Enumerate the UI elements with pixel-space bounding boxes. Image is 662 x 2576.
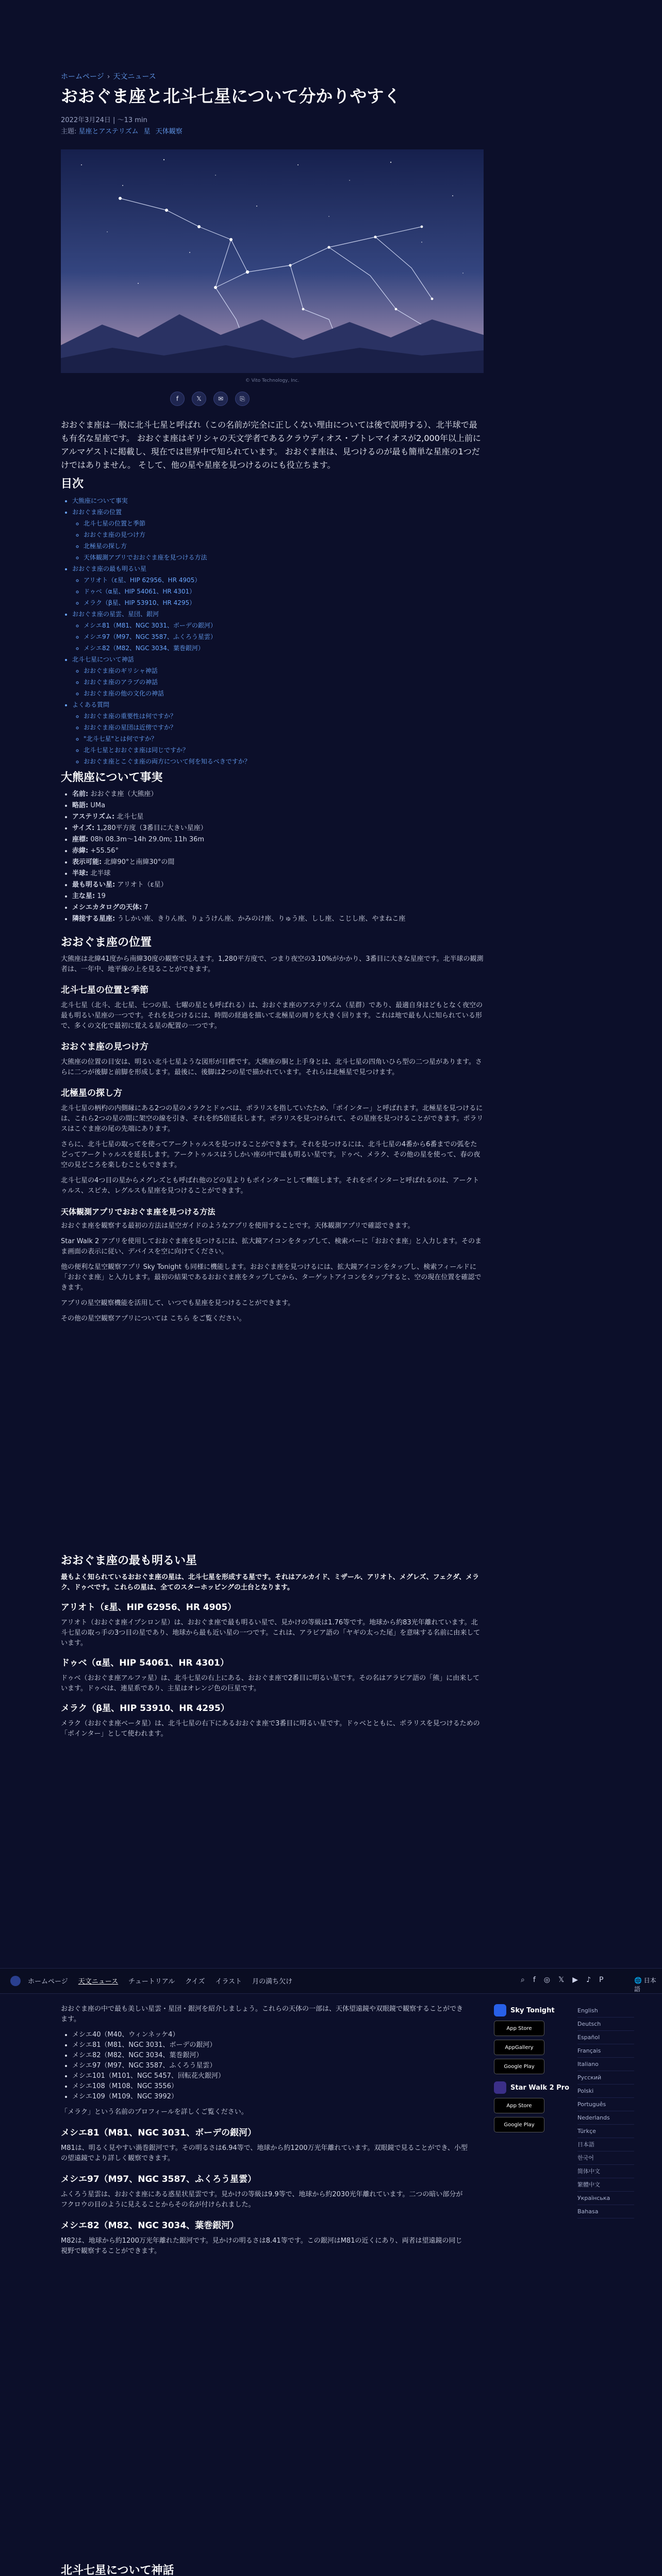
toc-sublist	[72, 711, 484, 767]
fact-key: 名前:	[72, 790, 89, 798]
language-option[interactable]: Українська	[577, 2192, 634, 2205]
toc-sublist	[72, 666, 484, 699]
fact-item	[72, 891, 484, 902]
lead-section	[61, 418, 484, 477]
fact-item	[72, 801, 484, 811]
search-icon[interactable]: ⌕	[521, 1976, 525, 1984]
fact-item	[72, 823, 484, 834]
polaris-paragraph-1: 北斗七星の柄杓の内側縁にある2つの星のメラクとドゥベは、ポラリスを指していたため、「ポインター」と呼ばれます。北極星を見つけるには、これら2つの星の間に架空の線を引き、それを約5倍延長します。ポラリスを見つけられて、その星座を見つけることができます。ポラリスはこぐま座の尾の先端にあります。	[61, 1105, 484, 1133]
toc-item[interactable]	[72, 700, 484, 767]
find-heading: おおぐま座の見つけ方	[61, 1042, 148, 1052]
fact-item	[72, 857, 484, 868]
share-bar	[170, 392, 250, 406]
toc-item[interactable]	[72, 564, 484, 608]
fact-value: 1,280平方度（3番目に大きい星座）	[96, 824, 207, 832]
toc-subitem[interactable]: ◦ アリオト（ε星、HIP 62956、HR 4905）	[84, 575, 484, 585]
dso-list-item: • メシエ109（M109、NGC 3992）	[72, 2092, 468, 2102]
nav-news[interactable]: 天文ニュース	[78, 1978, 119, 1986]
pinterest-icon[interactable]: P	[599, 1976, 604, 1984]
alioth-paragraph: アリオト（おおぐま座イプシロン星）は、おおぐま座で最も明るい星で、見かけの等級は1.76等です。地球から約83光年離れています。北斗七星の取っ手の3つ目の星であり、地球から最も近い星の一つです。これは、アラビア語の「ヤギの太った尾」を意味する名前に由来しています。	[61, 1619, 481, 1647]
dso-list-item: • メシエ81（M81、NGC 3031、ボーデの銀河）	[72, 2040, 468, 2050]
m82-paragraph: M82は、地球から約1200万光年離れた銀河です。見かけの明るさは8.41等です。この銀河はM81の近くにあり、両者は望遠鏡の同じ視野で観察することができます。	[61, 2237, 462, 2255]
topics-label: 主題:	[61, 128, 77, 135]
toc-link[interactable]: おおぐま座の最も明るい星	[72, 565, 147, 572]
language-option[interactable]: English	[577, 2004, 634, 2018]
fact-key: 座標:	[72, 836, 89, 843]
email-share-icon[interactable]: ✉	[213, 392, 228, 406]
app-icon[interactable]	[494, 2081, 506, 2094]
fact-key: 隣接する星座:	[72, 915, 115, 923]
fact-item	[72, 914, 484, 924]
language-option[interactable]: Español	[577, 2031, 634, 2044]
language-option[interactable]: 简体中文	[577, 2165, 634, 2178]
ursa-major-illustration	[61, 149, 484, 373]
fact-key: 最も明るい星:	[72, 881, 115, 889]
fact-key: アステリズム:	[72, 813, 115, 821]
toc-subitem[interactable]: ◦ おおぐま座とこぐま座の両方について何を知るべきですか？	[84, 756, 484, 767]
alioth-heading: アリオト（ε星、HIP 62956、HR 4905）	[61, 1602, 237, 1613]
location-section	[61, 938, 484, 1329]
app-paragraph-3: 他の便利な星空観察アプリ Sky Tonight も同様に機能します。おおぐま座を見つけるには、拡大鏡アイコンをタップし、検索フィールドに「おおぐま座」と入力します。最初の結果であるおおぐま座をタップしてから、ターゲットアイコンをタップすると、空の現在位置を確認できます。	[61, 1263, 482, 1292]
language-option[interactable]: 日本語	[577, 2138, 634, 2151]
fact-key: 主な星:	[72, 892, 95, 900]
facebook-icon[interactable]: f	[533, 1976, 536, 1984]
toc-subitem[interactable]: ◦ おおぐま座の他の文化の神話	[84, 688, 484, 699]
location-heading: おおぐま座の位置	[61, 936, 152, 949]
m81-heading: メシエ81（M81、NGC 3031、ボーデの銀河）	[61, 2128, 257, 2138]
fact-value: +55.56°	[90, 847, 119, 855]
app-name-row	[494, 2081, 587, 2094]
dubhe-paragraph: ドゥベ（おおぐま座アルファ星）は、北斗七星の右上にある、おおぐま座で2番目に明るい星です。その名はアラビア語の「熊」に由来しています。ドゥベは、連星系であり、主星はオレンジ色の巨星です。	[61, 1674, 480, 1692]
toc-subitem[interactable]: ◦ おおぐま座の星団は近傍ですか？	[84, 722, 484, 733]
app-name: Sky Tonight	[510, 2006, 555, 2014]
dso-list-item: • メシエ101（M101、NGC 5457、回転花火銀河）	[72, 2071, 468, 2081]
article-date: 2022年3月24日	[61, 116, 111, 124]
toc-link[interactable]: 大熊座について事実	[72, 497, 128, 504]
app-paragraph-2: Star Walk 2 アプリを使用しておおぐま座を見つけるには、拡大鏡アイコンをタップして、検索バーに「おおぐま座」と入力します。そのまま画面の表示に従い、デバイスを空に向けてください。	[61, 1238, 482, 1256]
language-option[interactable]: 한국어	[577, 2151, 634, 2165]
toc-sublist	[72, 518, 484, 563]
language-option[interactable]: Nederlands	[577, 2111, 634, 2125]
page-title: おおぐま座と北斗七星について分かりやすく	[61, 86, 401, 106]
m97-heading: メシエ97（M97、NGC 3587、ふくろう星雲）	[61, 2174, 257, 2184]
language-option[interactable]: Français	[577, 2044, 634, 2058]
language-list	[577, 2004, 634, 2218]
toc-subitem[interactable]: ◦ おおぐま座の見つけ方	[84, 530, 484, 540]
instagram-icon[interactable]: ◎	[543, 1976, 550, 1984]
app-icon[interactable]	[494, 2004, 506, 2016]
fact-item	[72, 846, 484, 856]
toc-subitem[interactable]: ◦ 北斗七星の位置と季節	[84, 518, 484, 529]
brightest-intro: 最もよく知られているおおぐま座の星は、北斗七星を形成する星です。それはアルカイド、ミザール、アリオト、メグレズ、フェクダ、メラク、ドゥベです。これらの星は、全てのスターホッピングの土台となります。	[61, 1573, 479, 1591]
topic-tag-observing[interactable]: 天体観察	[155, 128, 183, 135]
breadcrumb-separator: ›	[107, 73, 110, 81]
dso-list-item: • メシエ97（M97、NGC 3587、ふくろう星雲）	[72, 2061, 468, 2071]
store-badge-button[interactable]: Google Play	[494, 2117, 544, 2132]
toc-link[interactable]: おおぐま座の星雲、星団、銀河	[72, 611, 159, 618]
meta-separator: |	[113, 116, 118, 124]
sticky-top-nav	[0, 1968, 662, 1994]
hero-caption: © Vito Technology, Inc.	[245, 378, 300, 383]
fact-item	[72, 903, 484, 913]
facts-section	[61, 773, 484, 925]
app-paragraph-5: その他の星空観察アプリについては こちら をご覧ください。	[61, 1315, 246, 1323]
fact-value: 北緯90°と南緯30°の間	[104, 858, 175, 866]
app-card	[494, 2081, 587, 2132]
language-option[interactable]: Türkçe	[577, 2125, 634, 2138]
toc-subitem[interactable]: ◦ メシエ97（M97、NGC 3587、ふくろう星雲）	[84, 632, 484, 642]
breadcrumb-home[interactable]: ホームページ	[61, 73, 104, 81]
breadcrumb	[61, 71, 156, 81]
dso-list-item: • メシエ82（M82、NGC 3034、葉巻銀河）	[72, 2050, 468, 2061]
language-label: 日本語	[634, 1977, 656, 1993]
dubhe-heading: ドゥベ（α星、HIP 54061、HR 4301）	[61, 1658, 229, 1668]
polaris-paragraph-3: 北斗七星の4つ目の星からメグレズとも呼ばれ他のどの星よりもポインターとして機能します。それをポインターと呼ばれるのは、アークトゥルス、スピカ、レグルスも星座を見つけることができます。	[61, 1177, 479, 1195]
store-badge-button[interactable]: App Store	[494, 2098, 544, 2113]
table-of-contents	[61, 479, 484, 768]
fact-value: 7	[144, 904, 148, 911]
lead-paragraph: おおぐま座は一般に北斗七星と呼ばれ（この名前が完全に正しくない理由については後で説明する）、北半球で最も有名な星座です。 おおぐま座はギリシャの天文学者であるクラウディオス・プトレマイオスが2,000年以上前にアルマゲストに掲載し、現在では世界中で知られています。 おおぐま座は、見つけるのが最も簡単な星座の1つだけではありません。 そして、他の星や星座を見つけるのにも役立ちます。	[61, 420, 481, 470]
fact-value: 08h 08.3m〜14h 29.0m; 11h 36m	[90, 836, 205, 843]
fact-item	[72, 835, 484, 845]
brightest-heading: おおぐま座の最も明るい星	[61, 1554, 197, 1567]
app-name: Star Walk 2 Pro	[510, 2083, 570, 2092]
fact-value: 北半球	[90, 870, 111, 877]
toc-subitem[interactable]: ◦ ドゥベ（α星、HIP 54061、HR 4301）	[84, 586, 484, 597]
fact-item	[72, 789, 484, 800]
x-icon[interactable]: 𝕏	[558, 1976, 565, 1984]
location-paragraph: 大熊座は北緯41度から南緯30度の観察で見えます。1,280平方度で、つまり夜空の3.10%がかかり、3番目に大きな星座です。北半球の観測者は、一年中、地平線の上を見ることができます。	[61, 955, 484, 973]
language-option[interactable]: Italiano	[577, 2058, 634, 2071]
dso-section	[61, 2004, 468, 2262]
merak-heading: メラク（β星、HIP 53910、HR 4295）	[61, 1703, 229, 1714]
app-promo-sidebar	[494, 2004, 587, 2140]
nav-quizzes[interactable]: クイズ	[185, 1978, 205, 1986]
fact-key: 表示可能:	[72, 858, 102, 866]
m97-paragraph: ふくろう星雲は、おおぐま座にある惑星状星雲です。見かけの等級は9.9等で、地球から約2030光年離れています。二つの暗い部分がフクロウの目のように見えることからその名が付けられました。	[61, 2191, 463, 2209]
dso-intro: おおぐま座の中で最も美しい星雲・星団・銀河を紹介しましょう。これらの天体の一部は、天体望遠鏡や双眼鏡で観察することができます。	[61, 2005, 464, 2023]
polaris-paragraph-2: さらに、北斗七星の取ってを使ってアークトゥルスを見つけることができます。それを見つけるには、北斗七星の4番から6番までの弧をたどってアークトゥルスを延長します。アークトゥルスはうしかい座の中で最も明るい星です。ドゥベ、メラク、その他の星を使って、春の夜空の見どころを楽しむこともできます。	[61, 1141, 481, 1169]
x-share-icon[interactable]: 𝕏	[192, 392, 206, 406]
store-badge-button[interactable]: AppGallery	[494, 2040, 544, 2055]
youtube-icon[interactable]: ▶	[572, 1976, 578, 1984]
fact-key: 略語:	[72, 802, 89, 809]
dso-list-item: • メシエ40（M40、ウィンネッケ4）	[72, 2030, 468, 2040]
article-meta	[61, 114, 147, 124]
toc-subitem[interactable]: ◦ おおぐま座のギリシャ神話	[84, 666, 484, 676]
toc-link[interactable]: おおぐま座の位置	[72, 509, 122, 516]
toc-item[interactable]	[72, 609, 484, 653]
fact-value: アリオト（ε星）	[117, 881, 168, 889]
main-nav	[28, 1976, 292, 1986]
topic-tag-constellations[interactable]: 星座とアステリズム	[78, 128, 139, 135]
toc-subitem[interactable]: ◦ おおぐま座の重要性は何ですか？	[84, 711, 484, 721]
nav-moon-phases[interactable]: 月の満ち欠け	[252, 1978, 293, 1986]
toc-link[interactable]: 北斗七星について神話	[72, 656, 134, 663]
fact-key: 赤緯:	[72, 847, 89, 855]
season-paragraph: 北斗七星（北斗、北七星、七つの星、七曜の星とも呼ばれる）は、おおぐま座のアステリズム（星群）であり、最適自身ほどもとなく夜空の最も明るい星座の一つです。それを見つけるには、時間の経過を描いて北極星の周りを大きく回ります。これは地で最も人に知られている形で、多くの文化で最初に覚える星の配置の一つです。	[61, 1002, 483, 1030]
toc-sublist	[72, 575, 484, 608]
site-logo-icon[interactable]	[10, 1976, 21, 1986]
toc-item[interactable]	[72, 496, 484, 506]
app-paragraph-4: アプリの星空観察機能を活用して、いつでも星座を見つけることができます。	[61, 1299, 295, 1307]
topic-tags	[61, 126, 186, 135]
dso-note: 「メラク」という名前のプロフィールを詳しくご覧ください。	[61, 2108, 248, 2116]
m81-paragraph: M81は、明るく見やすい渦巻銀河です。その明るさは6.94等で、地球から約1200万光年離れています。双眼鏡で見ることができ、小型の望遠鏡でより詳しく観察できます。	[61, 2144, 468, 2162]
hero-image	[61, 149, 484, 373]
toc-link[interactable]: よくある質問	[72, 701, 110, 708]
app-card	[494, 2004, 587, 2074]
toc-subitem[interactable]: ◦ メシエ82（M82、NGC 3034、葉巻銀河）	[84, 643, 484, 653]
fact-key: サイズ:	[72, 824, 95, 832]
toc-list	[61, 496, 484, 767]
breadcrumb-section[interactable]: 天文ニュース	[113, 73, 156, 81]
social-icons	[521, 1976, 603, 1984]
toc-subitem[interactable]: ◦ 北斗七星とおおぐま座は同じですか？	[84, 745, 484, 755]
language-option[interactable]: Deutsch	[577, 2018, 634, 2031]
fact-value: おおぐま座（大熊座）	[90, 790, 158, 798]
nav-illustrations[interactable]: イラスト	[215, 1978, 242, 1986]
season-heading: 北斗七星の位置と季節	[61, 985, 148, 995]
facts-list	[61, 789, 484, 924]
toc-heading: 目次	[61, 478, 84, 490]
store-badge-button[interactable]: Google Play	[494, 2059, 544, 2074]
brightest-section	[61, 1556, 484, 1744]
myth-heading: 北斗七星について神話	[61, 2564, 174, 2576]
fact-key: 半球:	[72, 870, 89, 877]
language-option[interactable]: 繁體中文	[577, 2178, 634, 2192]
toc-subitem[interactable]: ◦ 天体観測アプリでおおぐま座を見つける方法	[84, 552, 484, 563]
fact-value: UMa	[90, 802, 106, 809]
toc-item[interactable]	[72, 654, 484, 699]
toc-sublist	[72, 620, 484, 653]
polaris-heading: 北極星の探し方	[61, 1088, 122, 1098]
fact-value: うしかい座、きりん座、りょうけん座、かみのけ座、りゅう座、しし座、こじし座、やまねこ座	[117, 915, 406, 923]
myth-section	[61, 2566, 484, 2576]
nav-home[interactable]: ホームページ	[28, 1978, 68, 1986]
topic-tag-stars[interactable]: 星	[143, 128, 151, 135]
find-paragraph: 大熊座の位置の目安は、明るい北斗七星ような図形が目標です。大熊座の胴と上手身とは、北斗七星の四角いひら型の二つ星があります。さらに二つが後脚と前脚を形成します。最後に、後脚は2つの星で描かれています。それらは北極星で見つけます。	[61, 1058, 482, 1076]
language-option[interactable]: Bahasa	[577, 2205, 634, 2218]
toc-item[interactable]	[72, 507, 484, 563]
toc-subitem[interactable]: ◦ 北極星の探し方	[84, 541, 484, 551]
toc-subitem[interactable]: ◦ "北斗七星"とは何ですか？	[84, 734, 484, 744]
language-selector[interactable]: 🌐 日本語	[634, 1977, 656, 1993]
toc-subitem[interactable]: ◦ おおぐま座のアラブの神話	[84, 677, 484, 687]
toc-subitem[interactable]: ◦ メラク（β星、HIP 53910、HR 4295）	[84, 598, 484, 608]
language-option[interactable]: Polski	[577, 2084, 634, 2098]
tiktok-icon[interactable]: ♪	[586, 1976, 591, 1984]
fact-value: 19	[97, 892, 106, 900]
fact-item	[72, 869, 484, 879]
app-heading: 天体観測アプリでおおぐま座を見つける方法	[61, 1207, 216, 1216]
dso-list	[61, 2030, 468, 2102]
nav-tutorials[interactable]: チュートリアル	[128, 1978, 175, 1986]
merak-paragraph: メラク（おおぐま座ベータ星）は、北斗七星の右下にあるおおぐま座で3番目に明るい星です。ドゥベとともに、ポラリスを見つけるための「ポインター」として使われます。	[61, 1720, 480, 1738]
language-option[interactable]: Português	[577, 2098, 634, 2111]
language-option[interactable]: Русский	[577, 2071, 634, 2084]
store-badge-button[interactable]: App Store	[494, 2021, 544, 2036]
fact-value: 北斗七星	[117, 813, 144, 821]
dso-list-item: • メシエ108（M108、NGC 3556）	[72, 2081, 468, 2092]
facts-heading: 大熊座について事実	[61, 771, 163, 784]
fact-item	[72, 880, 484, 890]
m82-heading: メシエ82（M82、NGC 3034、葉巻銀河）	[61, 2221, 239, 2231]
facebook-share-icon[interactable]: f	[170, 392, 185, 406]
copy-link-icon[interactable]: ⎘	[235, 392, 250, 406]
fact-item	[72, 812, 484, 822]
read-time: ～13 min	[117, 116, 147, 124]
app-paragraph-1: おおぐま座を観察する最初の方法は星空ガイドのようなアプリを使用することです。天体観測アプリで確認できます。	[61, 1222, 415, 1230]
toc-subitem[interactable]: ◦ メシエ81（M81、NGC 3031、ボーデの銀河）	[84, 620, 484, 631]
app-name-row	[494, 2004, 587, 2016]
fact-key: メシエカタログの天体:	[72, 904, 142, 911]
